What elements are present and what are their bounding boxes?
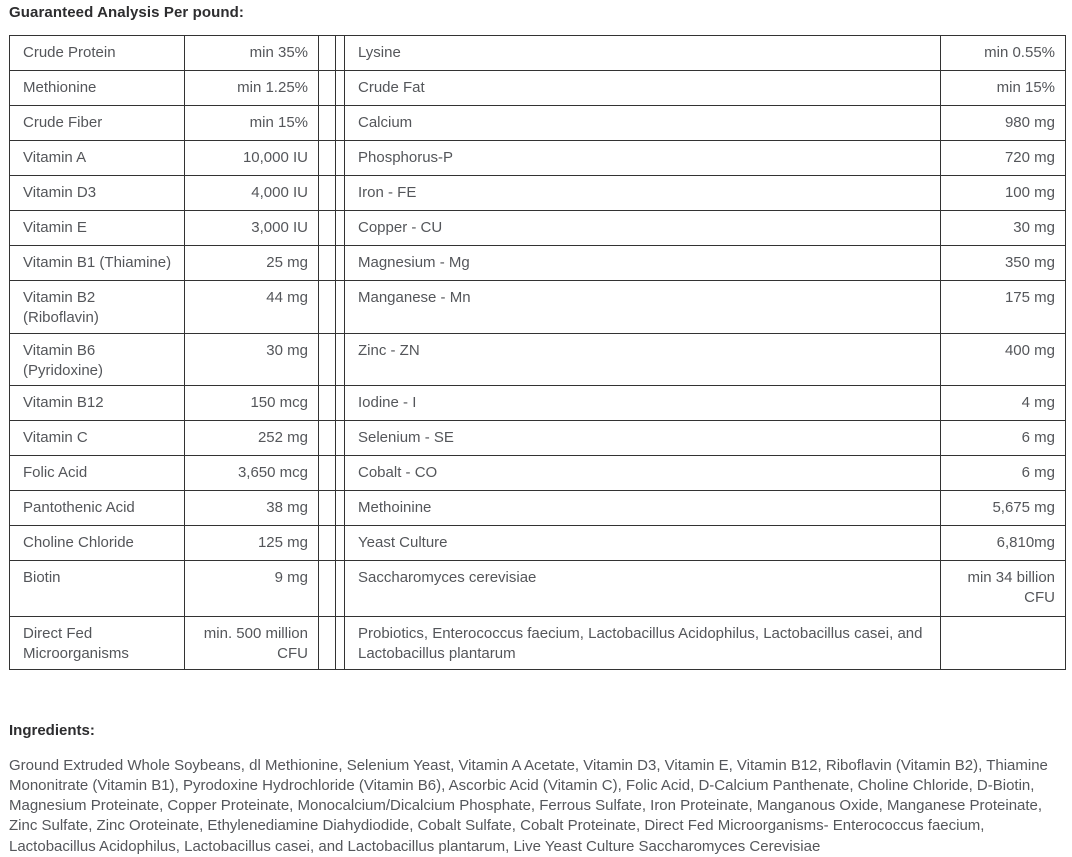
- table-row: [10, 333, 1066, 386]
- spacer-cell: [319, 421, 336, 456]
- right-nutrient-value: 100 mg: [941, 176, 1066, 211]
- spacer-cell: [319, 141, 336, 176]
- left-nutrient-value: min 35%: [185, 36, 319, 71]
- left-nutrient-label: Direct Fed Microorganisms: [10, 617, 185, 670]
- left-nutrient-label: Vitamin E: [10, 211, 185, 246]
- left-nutrient-value: 30 mg: [185, 333, 319, 386]
- right-nutrient-label: Selenium - SE: [345, 421, 941, 456]
- right-nutrient-label: Crude Fat: [345, 71, 941, 106]
- gap-cell: [336, 561, 345, 617]
- left-nutrient-value: 3,650 mcg: [185, 456, 319, 491]
- right-nutrient-value: [941, 617, 1066, 670]
- right-nutrient-value: 6 mg: [941, 456, 1066, 491]
- gap-cell: [336, 617, 345, 670]
- spacer-cell: [319, 246, 336, 281]
- table-row: [10, 561, 1066, 617]
- spacer-cell: [319, 333, 336, 386]
- spacer-cell: [319, 561, 336, 617]
- right-nutrient-value: 6 mg: [941, 421, 1066, 456]
- right-nutrient-value: min 34 billion CFU: [941, 561, 1066, 617]
- spacer-cell: [319, 491, 336, 526]
- table-row: [10, 456, 1066, 491]
- gap-cell: [336, 526, 345, 561]
- spacer-cell: [319, 386, 336, 421]
- right-nutrient-value: 5,675 mg: [941, 491, 1066, 526]
- left-nutrient-label: Vitamin D3: [10, 176, 185, 211]
- guaranteed-analysis-table: [9, 35, 1066, 670]
- left-nutrient-value: 125 mg: [185, 526, 319, 561]
- right-nutrient-label: Iron - FE: [345, 176, 941, 211]
- left-nutrient-value: 4,000 IU: [185, 176, 319, 211]
- gap-cell: [336, 176, 345, 211]
- left-nutrient-label: Biotin: [10, 561, 185, 617]
- right-nutrient-value: 30 mg: [941, 211, 1066, 246]
- right-nutrient-label: Methoinine: [345, 491, 941, 526]
- gap-cell: [336, 246, 345, 281]
- right-nutrient-label: Copper - CU: [345, 211, 941, 246]
- left-nutrient-value: 9 mg: [185, 561, 319, 617]
- right-nutrient-value: 400 mg: [941, 333, 1066, 386]
- right-nutrient-label: Iodine - I: [345, 386, 941, 421]
- spacer-cell: [319, 211, 336, 246]
- left-nutrient-label: Vitamin B12: [10, 386, 185, 421]
- table-row: [10, 106, 1066, 141]
- gap-cell: [336, 211, 345, 246]
- spacer-cell: [319, 106, 336, 141]
- spacer-cell: [319, 71, 336, 106]
- page-title: Guaranteed Analysis Per pound:: [9, 4, 244, 21]
- right-nutrient-value: 980 mg: [941, 106, 1066, 141]
- table-row: [10, 71, 1066, 106]
- analysis-table-body: [10, 36, 1066, 670]
- left-nutrient-value: min. 500 million CFU: [185, 617, 319, 670]
- right-nutrient-value: 350 mg: [941, 246, 1066, 281]
- right-nutrient-value: min 15%: [941, 71, 1066, 106]
- table-row: [10, 211, 1066, 246]
- right-nutrient-label: Cobalt - CO: [345, 456, 941, 491]
- left-nutrient-label: Vitamin B6 (Pyridoxine): [10, 333, 185, 386]
- table-row: [10, 386, 1066, 421]
- gap-cell: [336, 36, 345, 71]
- table-row: [10, 176, 1066, 211]
- gap-cell: [336, 491, 345, 526]
- right-nutrient-label: Magnesium - Mg: [345, 246, 941, 281]
- left-nutrient-label: Vitamin A: [10, 141, 185, 176]
- table-row: [10, 491, 1066, 526]
- right-nutrient-label: Yeast Culture: [345, 526, 941, 561]
- gap-cell: [336, 386, 345, 421]
- gap-cell: [336, 421, 345, 456]
- spacer-cell: [319, 456, 336, 491]
- gap-cell: [336, 456, 345, 491]
- left-nutrient-label: Vitamin C: [10, 421, 185, 456]
- left-nutrient-value: 10,000 IU: [185, 141, 319, 176]
- spacer-cell: [319, 281, 336, 334]
- gap-cell: [336, 71, 345, 106]
- left-nutrient-value: min 1.25%: [185, 71, 319, 106]
- table-row: [10, 526, 1066, 561]
- right-nutrient-label: Manganese - Mn: [345, 281, 941, 334]
- left-nutrient-value: min 15%: [185, 106, 319, 141]
- right-nutrient-value: 720 mg: [941, 141, 1066, 176]
- right-nutrient-value: 6,810mg: [941, 526, 1066, 561]
- table-row: [10, 36, 1066, 71]
- left-nutrient-value: 25 mg: [185, 246, 319, 281]
- right-nutrient-label: Lysine: [345, 36, 941, 71]
- left-nutrient-value: 44 mg: [185, 281, 319, 334]
- ingredients-heading: Ingredients:: [9, 721, 95, 739]
- left-nutrient-label: Methionine: [10, 71, 185, 106]
- left-nutrient-label: Vitamin B2 (Riboflavin): [10, 281, 185, 334]
- right-nutrient-value: min 0.55%: [941, 36, 1066, 71]
- left-nutrient-label: Crude Fiber: [10, 106, 185, 141]
- left-nutrient-value: 38 mg: [185, 491, 319, 526]
- left-nutrient-value: 3,000 IU: [185, 211, 319, 246]
- gap-cell: [336, 333, 345, 386]
- right-nutrient-label: Phosphorus-P: [345, 141, 941, 176]
- right-nutrient-label: Zinc - ZN: [345, 333, 941, 386]
- left-nutrient-label: Pantothenic Acid: [10, 491, 185, 526]
- table-row: [10, 421, 1066, 456]
- spacer-cell: [319, 36, 336, 71]
- gap-cell: [336, 106, 345, 141]
- table-row: [10, 281, 1066, 334]
- gap-cell: [336, 281, 345, 334]
- right-nutrient-value: 4 mg: [941, 386, 1066, 421]
- right-nutrient-label: Calcium: [345, 106, 941, 141]
- left-nutrient-value: 252 mg: [185, 421, 319, 456]
- left-nutrient-label: Folic Acid: [10, 456, 185, 491]
- spacer-cell: [319, 526, 336, 561]
- table-row: [10, 141, 1066, 176]
- table-row: [10, 246, 1066, 281]
- left-nutrient-label: Vitamin B1 (Thiamine): [10, 246, 185, 281]
- gap-cell: [336, 141, 345, 176]
- left-nutrient-value: 150 mcg: [185, 386, 319, 421]
- spacer-cell: [319, 176, 336, 211]
- right-nutrient-label: Saccharomyces cerevisiae: [345, 561, 941, 617]
- left-nutrient-label: Crude Protein: [10, 36, 185, 71]
- right-nutrient-value: 175 mg: [941, 281, 1066, 334]
- table-row: [10, 617, 1066, 670]
- spacer-cell: [319, 617, 336, 670]
- ingredients-text: Ground Extruded Whole Soybeans, dl Methionine, Selenium Yeast, Vitamin A Acetate, Vitamin D3, Vitamin E, Vitamin B12, Riboflavin (Vitamin B2), Thiamine Mononitrate (Vitamin B1), Pyrodoxine Hydrochloride (Vitamin B6), Ascorbic Acid (Vitamin C), Folic Acid, D-Calcium Panthenate, Choline Chloride, D-Biotin, Magnesium Proteinate, Copper Proteinate, Monocalcium/Dicalcium Phosphate, Ferrous Sulfate, Iron Proteinate, Manganous Oxide, Manganese Proteinate, Zinc Sulfate, Zinc Oroteinate, Ethylenediamine Diahydiodide, Cobalt Sulfate, Cobalt Proteinate, Direct Fed Microorganisms- Enterococcus faecium, Lactobacillus Acidophilus, Lactobacillus casei, and Lactobacillus plantarum, Live Yeast Culture Saccharomyces Cerevisiae: [9, 756, 1048, 855]
- right-nutrient-label: Probiotics, Enterococcus faecium, Lactobacillus Acidophilus, Lactobacillus casei, and Lactobacillus plantarum: [345, 617, 941, 670]
- left-nutrient-label: Choline Chloride: [10, 526, 185, 561]
